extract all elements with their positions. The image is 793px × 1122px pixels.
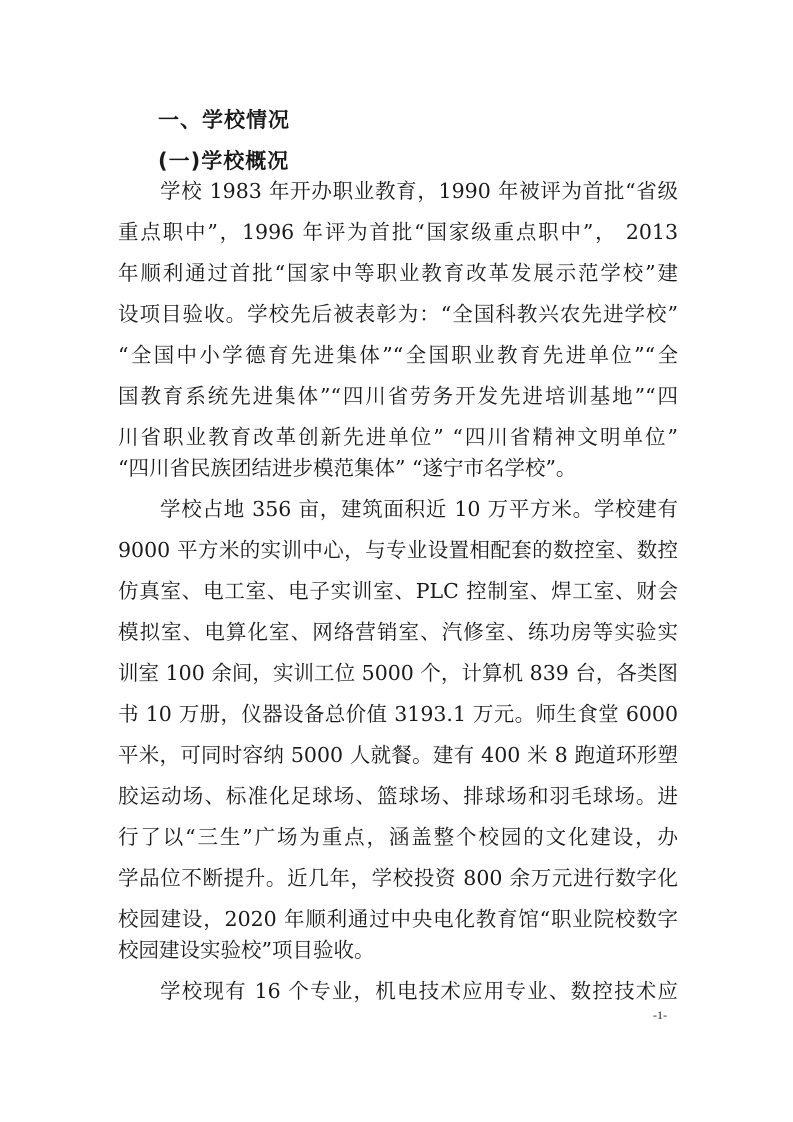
paragraph-1-line-8: “四川省民族团结进步模范集体” “遂宁市名学校”。 bbox=[118, 456, 577, 480]
paragraph-2-line-10: 学品位不断提升。近几年，学校投资 800 余万元进行数字化 bbox=[118, 866, 678, 890]
paragraph-2-line-4: 模拟室、电算化室、网络营销室、汽修室、练功房等实验实 bbox=[118, 620, 678, 644]
paragraph-1-line-2: 重点职中”，1996 年评为首批“国家级重点职中”， 2013 bbox=[118, 220, 678, 244]
paragraph-1-line-3: 年顺利通过首批“国家中等职业教育改革发展示范学校”建 bbox=[118, 261, 678, 285]
paragraph-2-line-7: 平米，可同时容纳 5000 人就餐。建有 400 米 8 跑道环形塑 bbox=[118, 743, 678, 767]
paragraph-1-line-1: 学校 1983 年开办职业教育，1990 年被评为首批“省级 bbox=[160, 179, 678, 203]
paragraph-3-line-1: 学校现有 16 个专业，机电技术应用专业、数控技术应 bbox=[160, 979, 678, 1003]
paragraph-2-line-3: 仿真室、电工室、电子实训室、PLC 控制室、焊工室、财会 bbox=[118, 579, 678, 603]
paragraph-2-line-2: 9000 平方米的实训中心，与专业设置相配套的数控室、数控 bbox=[118, 538, 678, 562]
paragraph-1-line-5: “全国中小学德育先进集体”“全国职业教育先进单位”“全 bbox=[118, 343, 678, 367]
paragraph-1-line-6: 国教育系统先进集体”“四川省劳务开发先进培训基地”“四 bbox=[118, 384, 678, 408]
section-heading: 一、学校情况 bbox=[158, 108, 290, 132]
paragraph-2-line-5: 训室 100 余间，实训工位 5000 个，计算机 839 台，各类图 bbox=[118, 661, 678, 685]
paragraph-2-line-9: 行了以“三生”广场为重点，涵盖整个校园的文化建设，办 bbox=[118, 825, 678, 849]
paragraph-1-line-4: 设项目验收。学校先后被表彰为：“全国科教兴农先进学校” bbox=[118, 302, 678, 326]
paragraph-2-line-8: 胶运动场、标准化足球场、篮球场、排球场和羽毛球场。进 bbox=[118, 784, 678, 808]
paragraph-2-line-1: 学校占地 356 亩，建筑面积近 10 万平方米。学校建有 bbox=[160, 497, 678, 521]
paragraph-2-line-6: 书 10 万册，仪器设备总价值 3193.1 万元。师生食堂 6000 bbox=[118, 702, 678, 726]
paragraph-2-line-12: 校园建设实验校”项目验收。 bbox=[118, 938, 375, 962]
subsection-heading: (一)学校概况 bbox=[158, 149, 290, 173]
paragraph-1-line-7: 川省职业教育改革创新先进单位” “四川省精神文明单位” bbox=[118, 425, 678, 449]
paragraph-2-line-11: 校园建设，2020 年顺利通过中央电化教育馆“职业院校数字 bbox=[118, 907, 678, 931]
page-number: -1- bbox=[653, 1008, 667, 1022]
